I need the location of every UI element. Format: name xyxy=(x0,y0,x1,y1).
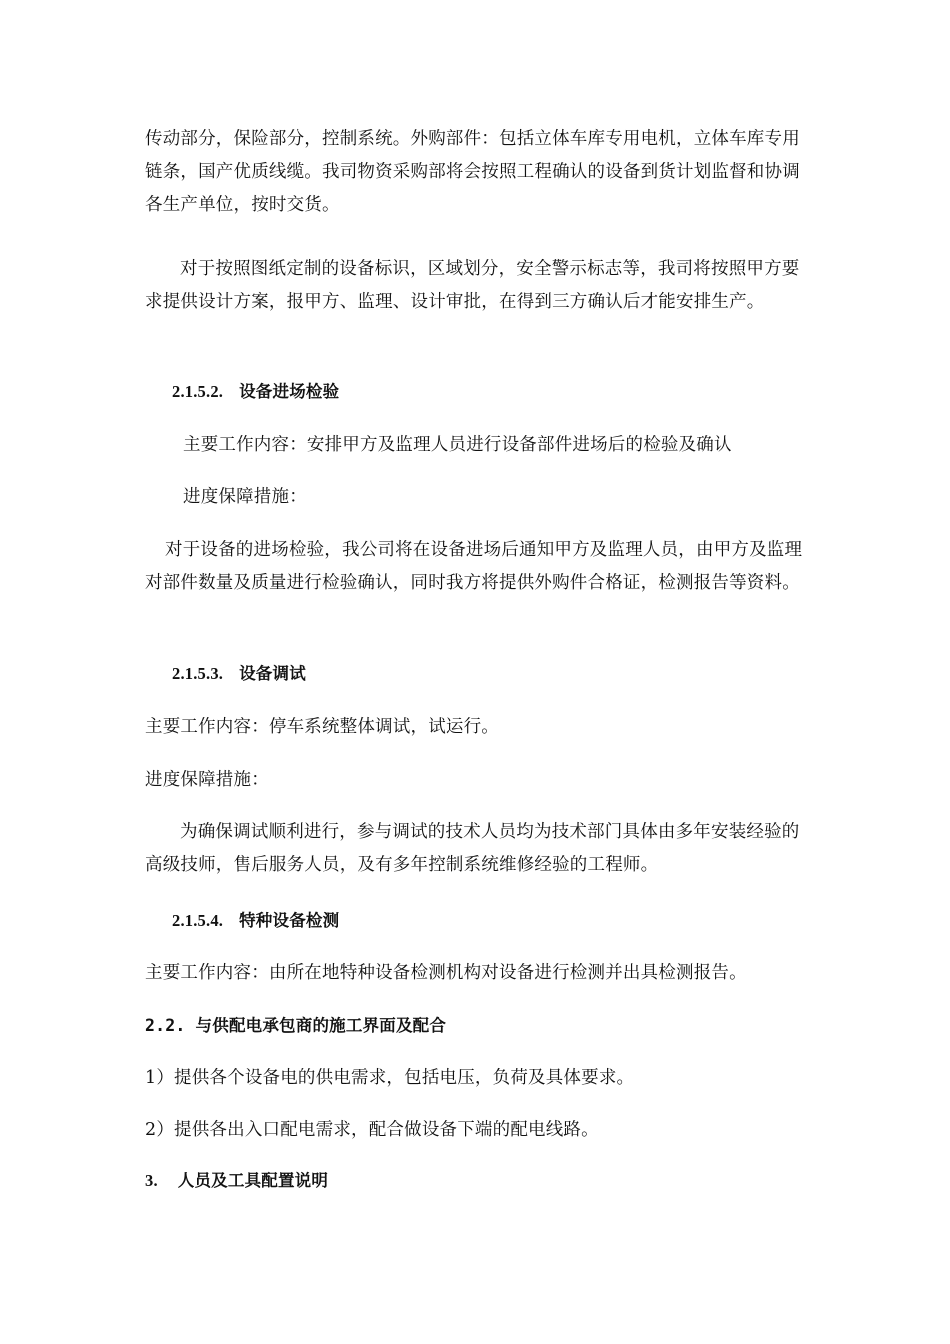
heading-number: 2.1.5.3. xyxy=(172,664,224,683)
heading-title: 设备调试 xyxy=(239,664,306,683)
paragraph-main-work-inspection: 主要工作内容：安排甲方及监理人员进行设备部件进场后的检验及确认 xyxy=(183,435,732,455)
paragraph-main-work-special-inspection: 主要工作内容：由所在地特种设备检测机构对设备进行检测并出具检测报告。 xyxy=(145,963,747,983)
paragraph-custom-signage: 对于按照图纸定制的设备标识，区域划分，安全警示标志等，我司将按照甲方要求提供设计方案，报甲方、监理、设计审批，在得到三方确认后才能安排生产。 xyxy=(145,259,800,312)
heading-number: 2.2. xyxy=(145,1016,186,1035)
heading-title: 设备进场检验 xyxy=(239,382,340,401)
heading-title: 人员及工具配置说明 xyxy=(177,1171,329,1190)
heading-2-1-5-4 xyxy=(172,904,815,937)
heading-2-2 xyxy=(145,1009,815,1042)
heading-2-1-5-2 xyxy=(172,375,815,408)
paragraph-inspection-details: 对于设备的进场检验，我公司将在设备进场后通知甲方及监理人员，由甲方及监理对部件数量及质量进行检验确认，同时我方将提供外购件合格证，检测报告等资料。 xyxy=(145,540,803,593)
heading-2-1-5-3 xyxy=(172,657,815,690)
paragraph-debug-staff: 为确保调试顺利进行，参与调试的技术人员均为技术部门具体由多年安装经验的高级技师，售后服务人员，及有多年控制系统维修经验的工程师。 xyxy=(145,822,800,875)
heading-title: 特种设备检测 xyxy=(239,911,340,930)
heading-number: 2.1.5.2. xyxy=(172,382,224,401)
paragraph-main-work-debug: 主要工作内容：停车系统整体调试，试运行。 xyxy=(145,717,499,737)
heading-title: 与供配电承包商的施工界面及配合 xyxy=(195,1016,447,1035)
paragraph-schedule-measures-2: 进度保障措施： xyxy=(145,770,269,790)
list-item-1: 1）提供各个设备电的供电需求，包括电压，负荷及具体要求。 xyxy=(145,1068,635,1088)
paragraph-purchased-parts: 传动部分，保险部分，控制系统。外购部件：包括立体车库专用电机，立体车库专用链条，国产优质线缆。我司物资采购部将会按照工程确认的设备到货计划监督和协调各生产单位，按时交货。 xyxy=(145,129,800,215)
heading-3 xyxy=(145,1164,815,1197)
list-item-2: 2）提供各出入口配电需求，配合做设备下端的配电线路。 xyxy=(145,1120,599,1140)
paragraph-schedule-measures-1: 进度保障措施： xyxy=(183,487,307,507)
heading-number: 2.1.5.4. xyxy=(172,911,224,930)
heading-number: 3. xyxy=(145,1171,158,1190)
